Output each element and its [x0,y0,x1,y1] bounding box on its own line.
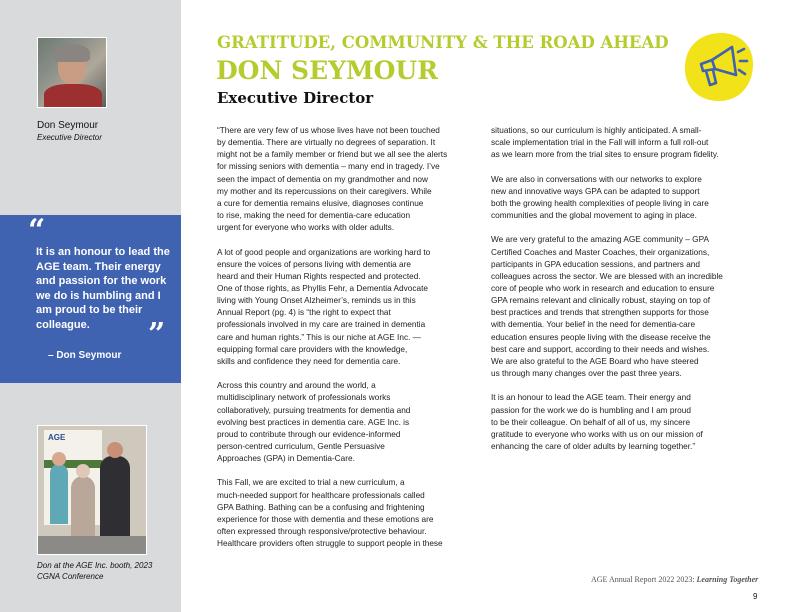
body-line: GPA remains relevant and clinically robust, staying on top of [491,296,711,306]
body-line: living with Young Onset Alzheimer’s, reminds us in this [217,296,416,306]
sidebar [0,0,181,612]
body-line: This Fall, we are excited to trial a new curriculum, a [217,478,405,488]
body-line: my mother and its repercussions on their caregivers. While [217,186,432,196]
body-line: core of people who work in research and education to ensure [491,284,715,293]
body-line: us through many changes over the past three years. [491,369,682,379]
body-line: best practices and trends that strengthen supports for those [491,308,709,318]
body-line: passion for the work we do is humbling and I am proud [491,405,691,415]
body-line: as we learn more from the trial sites to ensure program fidelity. [491,150,719,160]
body-line: urgent for everyone who works with older adults. [217,223,395,233]
body-paragraph [217,477,479,550]
photo-caption-line2: CGNA Conference [37,572,104,581]
body-line: Annual Report (pg. 4) is “the right to expect that [217,308,391,318]
body-line: seen the impact of dementia on my grandmother and now [217,174,428,184]
body-line: equipping formal care providers with the knowledge, [217,344,408,354]
megaphone-icon [682,30,756,104]
body-line: “There are very few of us whose lives have not been touched [217,126,440,135]
photo-caption-line1: Don at the AGE Inc. booth, 2023 [37,561,153,570]
body-line: GPA Bathing. Bathing can be a confusing and frightening [217,502,425,512]
body-line: evolving best practices in dementia care. AGE Inc. is [217,417,410,427]
body-line: care and human rights.” This is our niche at AGE Inc. — [217,332,421,342]
open-quote-icon: “ [28,213,46,248]
portrait-photo [37,37,107,108]
page-number: 9 [753,592,758,601]
body-line: much-needed support for healthcare professionals called [217,490,425,500]
body-line: person-centred curriculum, Gentle Persuasive [217,442,385,452]
body-line: best care and support, according to their needs and wishes. [491,344,710,354]
body-line: multidisciplinary network of professionals works [217,393,391,403]
body-line: We are also grateful to the AGE Board who have steered [491,356,699,366]
body-line: for missing seniors with dementia – many end in tragedy. I’ve [217,162,440,172]
body-line: It is an honour to lead the AGE team. Their energy and [491,393,691,403]
close-quote-icon: ” [148,317,166,352]
body-line: situations, so our curriculum is highly anticipated. A small- [491,126,702,135]
body-column-left [217,125,479,563]
body-line: to be their colleague. On behalf of all of us, my sincere [491,417,691,427]
sidebar-role: Executive Director [37,133,102,142]
body-line: participants in GPA education sessions, and partners and [491,259,700,269]
body-paragraph [491,125,753,161]
body-line: heard and their Human Rights respected and protected. [217,271,421,281]
footer-text: AGE Annual Report 2022 2023: [591,575,697,584]
section-kicker: GRATITUDE, COMMUNITY & THE ROAD AHEAD [217,33,669,52]
body-line: We are very grateful to the amazing AGE community – GPA [491,235,709,245]
body-line: enhancing the care of older adults by learning together.” [491,442,696,452]
body-line: skills and confidence they need for dementia care. [217,356,401,366]
booth-banner-text: AGE [48,433,66,442]
body-line: new and innovative ways GPA can be adapted to support [491,186,700,196]
sidebar-name: Don Seymour [37,120,99,131]
body-line: Certified Coaches and Master Coaches, their organizations, [491,247,710,257]
body-line: scale implementation trial in the Fall will inform a full roll-out [491,138,709,148]
body-line: Approaches (GPA) in Dementia-Care. [217,454,355,464]
pull-quote [0,215,181,383]
body-line: A lot of good people and organizations are working hard to [217,247,431,257]
body-line: often expressed through responsive/protective behaviour. [217,527,427,537]
pull-quote-attribution: – Don Seymour [48,350,122,361]
body-line: gratitude to everyone who works with us on our mission of [491,429,703,439]
body-line: Healthcare providers often struggle to support people in these [217,539,443,549]
page-title: DON SEYMOUR [216,56,438,85]
body-column-right [491,125,753,465]
body-line: experience for those with dementia and these emotions are [217,514,434,524]
body-line: We are also in conversations with our networks to explore [491,174,702,184]
body-paragraph [491,234,753,380]
body-line: with dementia. Your belief in the need for dementia-care [491,320,696,330]
body-line: both the growing health complexities of people living in care [491,198,709,208]
booth-photo [37,425,147,555]
footer-emphasis: Learning Together [696,575,759,584]
body-line: to rise, making the need for dementia-care education [217,211,411,221]
page-subtitle: Executive Director [217,89,374,107]
body-line: One of those rights, as Phyllis Fehr, a Dementia Advocate [217,284,428,294]
pull-quote-text: It is an honour to lead the AGE team. Their energy and passion for the work we do is humbling and I am proud to be their colleague. [36,246,170,331]
body-line: ensure the voices of persons living with dementia are [217,259,411,269]
body-line: proud to contribute through our evidence-informed [217,429,401,439]
body-line: Across this country and around the world, a [217,381,376,391]
body-line: professionals involved in my care are trained in dementia [217,320,426,330]
body-paragraph [217,247,479,369]
body-line: collaboratively, pursuing treatments for dementia and [217,405,411,415]
body-paragraph [491,392,753,453]
footer [591,575,758,584]
body-line: colleagues across the sector. We are blessed with an incredible [491,271,723,281]
body-line: education ensures people living with the disease receive the [491,332,711,342]
body-paragraph [491,174,753,223]
body-paragraph [217,125,479,234]
body-line: might not be a family member or friend but we all see the alerts [217,150,448,160]
body-paragraph [217,380,479,465]
body-line: by dementia. There are virtually no degrees of separation. It [217,138,436,148]
body-line: a cure for dementia remains elusive, diagnoses continue [217,198,424,208]
body-line: communities and the global movement to aging in place. [491,211,697,221]
